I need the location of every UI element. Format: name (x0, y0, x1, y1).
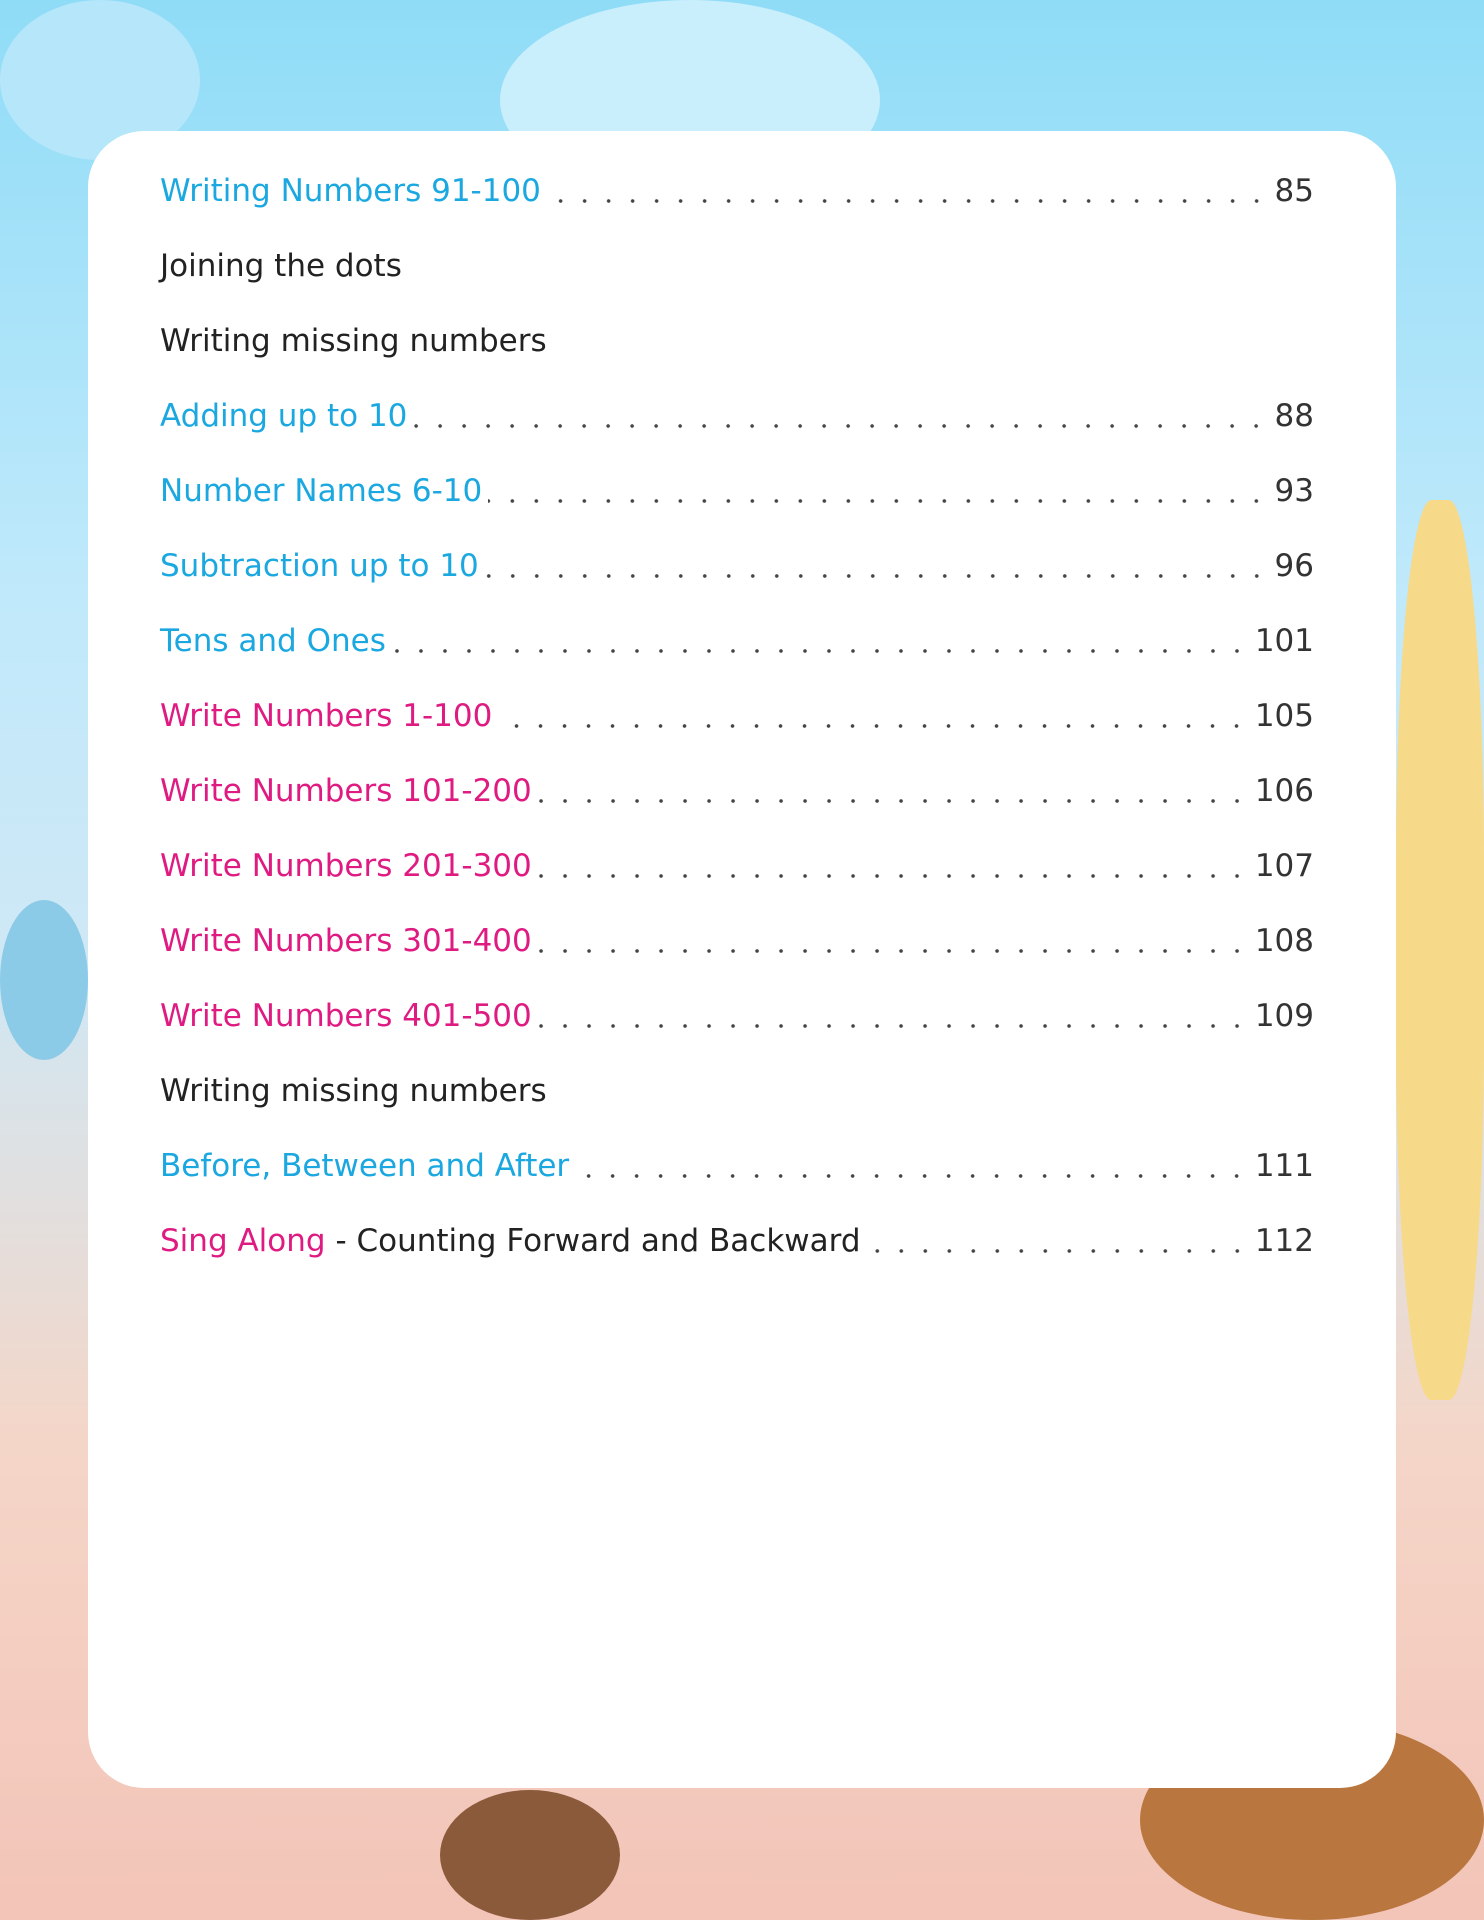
dot-leader (498, 691, 1249, 741)
page-number: 85 (1274, 173, 1314, 209)
dot-leader (547, 166, 1269, 216)
toc-entry-subtitle: - Counting Forward and Backward (325, 1223, 861, 1259)
dot-leader (488, 466, 1268, 516)
page-number: 106 (1254, 773, 1314, 809)
dot-leader (392, 616, 1249, 666)
toc-entry[interactable] (160, 841, 1314, 891)
background-candy (440, 1790, 620, 1920)
page-number: 96 (1274, 548, 1314, 584)
page-number: 93 (1274, 473, 1314, 509)
dot-leader (538, 841, 1249, 891)
toc-entry-title[interactable]: Subtraction up to 10 (160, 548, 479, 584)
dot-leader (538, 766, 1249, 816)
toc-entry-title[interactable]: Tens and Ones (160, 623, 386, 659)
dot-leader (485, 541, 1269, 591)
toc-entry-title[interactable]: Write Numbers 301-400 (160, 923, 532, 959)
toc-entry[interactable] (160, 766, 1314, 816)
page-number: 107 (1254, 848, 1314, 884)
toc-entry-title[interactable]: Joining the dots (160, 248, 402, 284)
dot-leader (538, 916, 1249, 966)
background-candy (1396, 500, 1484, 1400)
toc-entry-title[interactable]: Write Numbers 201-300 (160, 848, 532, 884)
toc-entry[interactable] (160, 166, 1314, 216)
toc-entry-title[interactable]: Adding up to 10 (160, 398, 408, 434)
toc-entry[interactable] (160, 916, 1314, 966)
toc-entry[interactable] (160, 691, 1314, 741)
toc-entry-title[interactable]: Sing Along (160, 1223, 326, 1259)
dot-leader (538, 991, 1249, 1041)
toc-entry[interactable] (160, 316, 1314, 366)
toc-entry-title[interactable]: Write Numbers 101-200 (160, 773, 532, 809)
toc-entry[interactable] (160, 391, 1314, 441)
page-number: 88 (1274, 398, 1314, 434)
page-number: 111 (1254, 1148, 1314, 1184)
dot-leader (575, 1141, 1249, 1191)
toc-entry[interactable] (160, 241, 1314, 291)
page-number: 108 (1254, 923, 1314, 959)
toc-card (88, 131, 1396, 1788)
toc-entry[interactable] (160, 991, 1314, 1041)
toc-entry[interactable] (160, 1216, 1314, 1266)
toc-entry[interactable] (160, 616, 1314, 666)
page-number: 109 (1254, 998, 1314, 1034)
dot-leader (413, 391, 1268, 441)
toc-entry-title[interactable]: Write Numbers 1-100 (160, 698, 493, 734)
page-number: 101 (1254, 623, 1314, 659)
toc-entry[interactable] (160, 1141, 1314, 1191)
dot-leader (867, 1216, 1249, 1266)
toc-entry-title[interactable]: Number Names 6-10 (160, 473, 483, 509)
background-candy (0, 900, 88, 1060)
toc-entry-title[interactable]: Write Numbers 401-500 (160, 998, 532, 1034)
page-number: 105 (1254, 698, 1314, 734)
toc-entry[interactable] (160, 1066, 1314, 1116)
toc-entry-title[interactable]: Writing missing numbers (160, 323, 547, 359)
page-number: 112 (1254, 1223, 1314, 1259)
toc-entry[interactable] (160, 466, 1314, 516)
toc-entry-title[interactable]: Before, Between and After (160, 1148, 570, 1184)
toc-entry-title[interactable]: Writing missing numbers (160, 1073, 547, 1109)
toc-entry[interactable] (160, 541, 1314, 591)
toc-entry-title[interactable]: Writing Numbers 91-100 (160, 173, 541, 209)
